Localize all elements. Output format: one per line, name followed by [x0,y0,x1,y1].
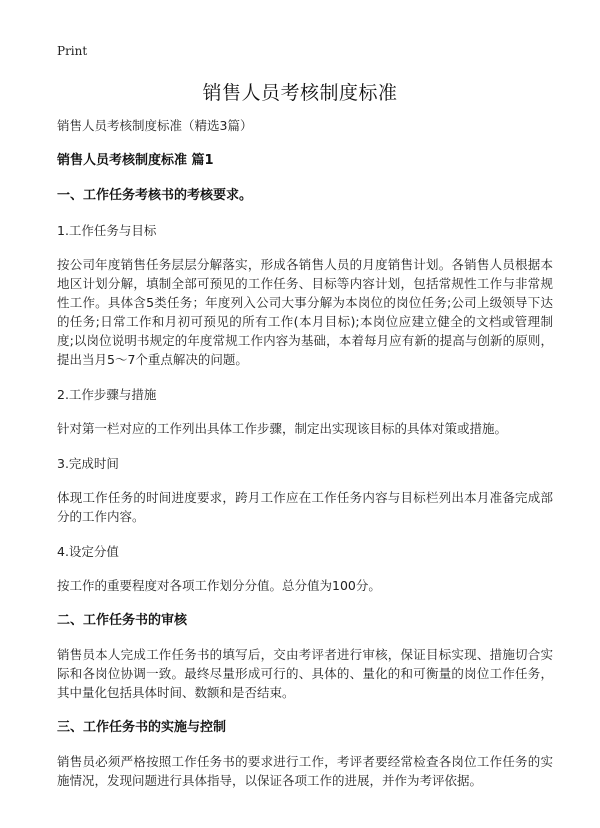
paragraph-review: 销售员本人完成工作任务书的填写后，交由考评者进行审核，保证目标实现、措施切合实际和各岗位协调一致。最终尽量形成可行的、具体的、量化的和可衡量的岗位工作任务，其中量化包括具体时间、数额和是否结束。 [57,647,553,700]
paragraph-time: 体现工作任务的时间进度要求，跨月工作应在工作任务内容与目标栏列出本月准备完成部分的工作内容。 [57,490,553,524]
section-heading-2: 二、工作任务书的审核 [57,613,188,628]
subheading-task-goal: 1.工作任务与目标 [57,223,157,238]
paragraph-task-goal: 按公司年度销售任务层层分解落实，形成各销售人员的月度销售计划。各销售人员根据本地区计划分解，填制全部可预见的工作任务、目标等内容计划，包括常规性工作与非常规性工作。具体含5类任务；年度列入公司大事分解为本岗位的岗位任务;公司上级领导下达的任务;日常工作和月初可预见的所有工作(本月目标);本岗位应建立健全的文档或管理制度;以岗位说明书规定的年度常规工作内容为基础，本着每月应有新的提高与创新的原则，提出当月5～7个重点解决的问题。 [57,257,553,367]
subheading-time: 3.完成时间 [57,456,119,471]
section-heading-1: 一、工作任务考核书的考核要求。 [57,188,253,203]
subheading-steps: 2.工作步骤与措施 [57,387,157,402]
print-link[interactable]: Print [57,44,88,58]
page-title: 销售人员考核制度标准 [202,82,398,104]
document-content [57,116,553,790]
section-heading-3: 三、工作任务书的实施与控制 [57,720,227,735]
subheading-score: 4.设定分值 [57,544,119,559]
paragraph-steps: 针对第一栏对应的工作列出具体工作步骤，制定出实现该目标的具体对策或措施。 [57,421,508,436]
article-heading: 销售人员考核制度标准 篇1 [57,153,214,168]
paragraph-implementation: 销售员必须严格按照工作任务书的要求进行工作，考评者要经常检查各岗位工作任务的实施情况，发现问题进行具体指导，以保证各项工作的进展，并作为考评依据。 [57,754,553,788]
paragraph-score: 按工作的重要程度对各项工作划分分值。总分值为100分。 [57,578,381,593]
document-subtitle: 销售人员考核制度标准（精选3篇） [57,118,253,133]
